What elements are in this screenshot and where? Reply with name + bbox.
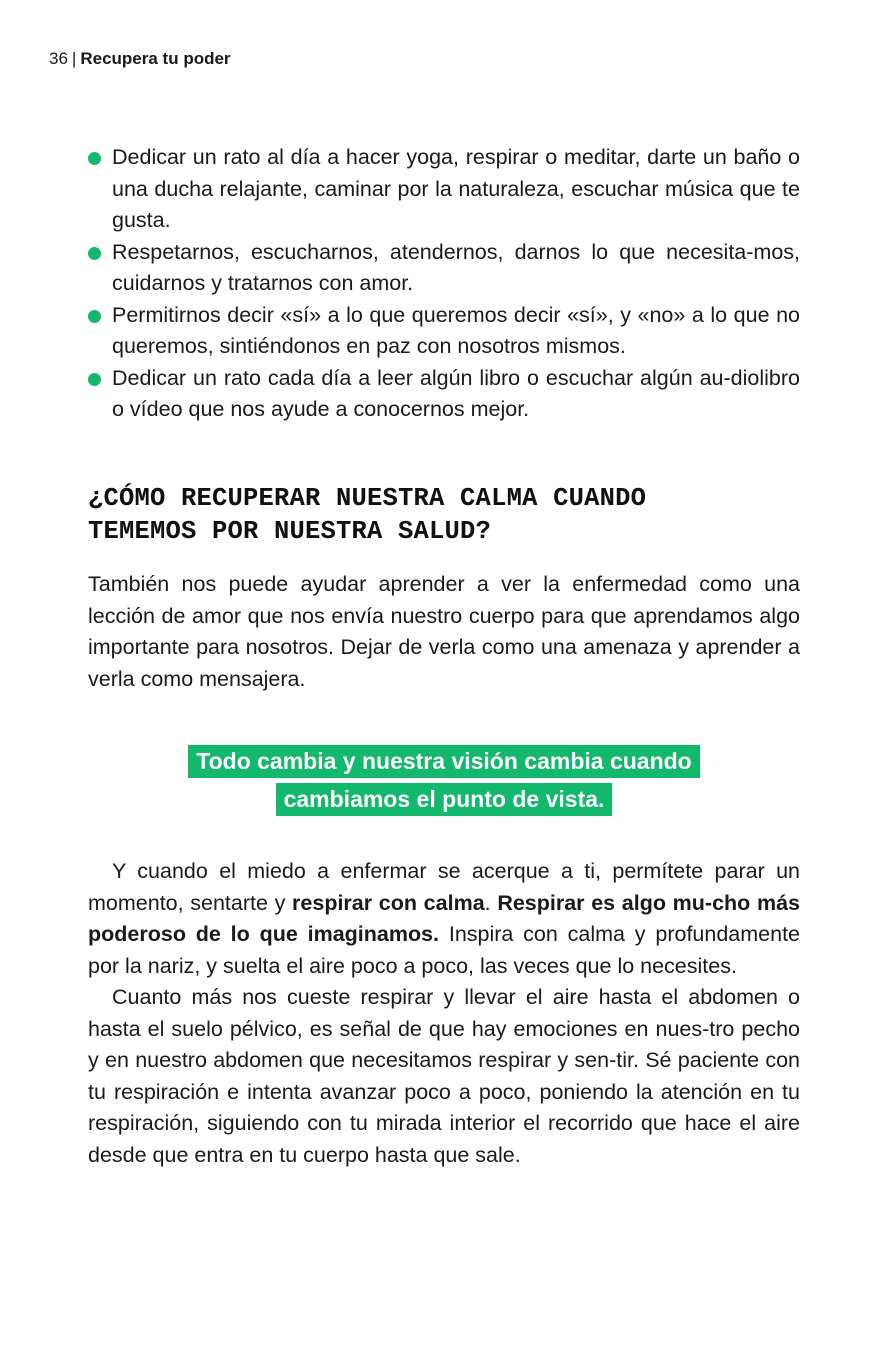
p1-rest: Inspira con calma y profundamente por la nariz, y suelta el aire poco a poco, las veces que lo necesites.: [88, 922, 801, 978]
body-paragraph-2: Cuanto más nos cueste respirar y llevar el aire hasta el abdomen o hasta el suelo pélvico, es señal de que hay emociones en nues-tro pecho y en nuestro abdomen que necesitamos respirar y sen-tir. Sé paciente con tu respiración e intenta avanzar poco a poco, poniendo la atención en tu respiración, siguiendo con tu mirada interior el recorrido que hace el aire desde que entra en tu cuerpo hasta que sale.: [88, 985, 800, 1167]
list-item: [88, 142, 800, 237]
running-header: [49, 48, 231, 70]
highlight-quote: [88, 742, 800, 818]
list-item: [88, 363, 800, 426]
p1-intro: Y cuando el miedo a enfermar se acerque a ti, permítete parar un momento, sentarte y: [88, 859, 800, 915]
list-item: [88, 237, 800, 300]
section-paragraph: También nos puede ayudar aprender a ver la enfermedad como una lección de amor que nos envía nuestro cuerpo para que aprendamos algo importante para nosotros. Dejar de verla como una amenaza y aprender a verla como mensajera.: [88, 572, 800, 691]
bullet-dot-icon: [88, 247, 101, 260]
bullet-dot-icon: [88, 373, 101, 386]
list-item-text: Dedicar un rato al día a hacer yoga, respirar o meditar, darte un baño o una ducha relajante, caminar por la naturaleza, escuchar música que te gusta.: [112, 145, 800, 232]
body-text: [88, 856, 800, 1171]
p1-bold-2: Respirar es algo mu-cho más poderoso de lo que imaginamos.: [88, 890, 801, 946]
book-title: Recupera tu poder: [80, 49, 231, 68]
list-item: [88, 300, 800, 363]
bullet-list: [88, 142, 800, 426]
p1-bold-1: respirar con calma: [292, 890, 485, 915]
header-separator: |: [71, 49, 77, 68]
section-heading-line-2: TEMEMOS POR NUESTRA SALUD?: [88, 517, 492, 546]
section-heading-line-1: ¿CÓMO RECUPERAR NUESTRA CALMA CUANDO: [88, 484, 647, 513]
body-paragraph-1: [88, 856, 800, 982]
list-item-text: Respetarnos, escucharnos, atendernos, darnos lo que necesita-mos, cuidarnos y tratarnos con amor.: [112, 239, 800, 295]
list-item-text: Permitirnos decir «sí» a lo que queremos decir «sí», y «no» a lo que no queremos, sintiéndonos en paz con nosotros mismos.: [112, 302, 800, 358]
page-number: 36: [49, 49, 68, 68]
quote-line-2: cambiamos el punto de vista.: [276, 783, 613, 816]
p1-mid: .: [484, 890, 498, 915]
bullet-dot-icon: [88, 310, 101, 323]
bullet-dot-icon: [88, 152, 101, 165]
list-item-text: Dedicar un rato cada día a leer algún libro o escuchar algún au-diolibro o vídeo que nos ayude a conocernos mejor.: [112, 365, 800, 421]
quote-line-1: Todo cambia y nuestra visión cambia cuando: [188, 745, 699, 778]
section-heading: [88, 482, 800, 548]
